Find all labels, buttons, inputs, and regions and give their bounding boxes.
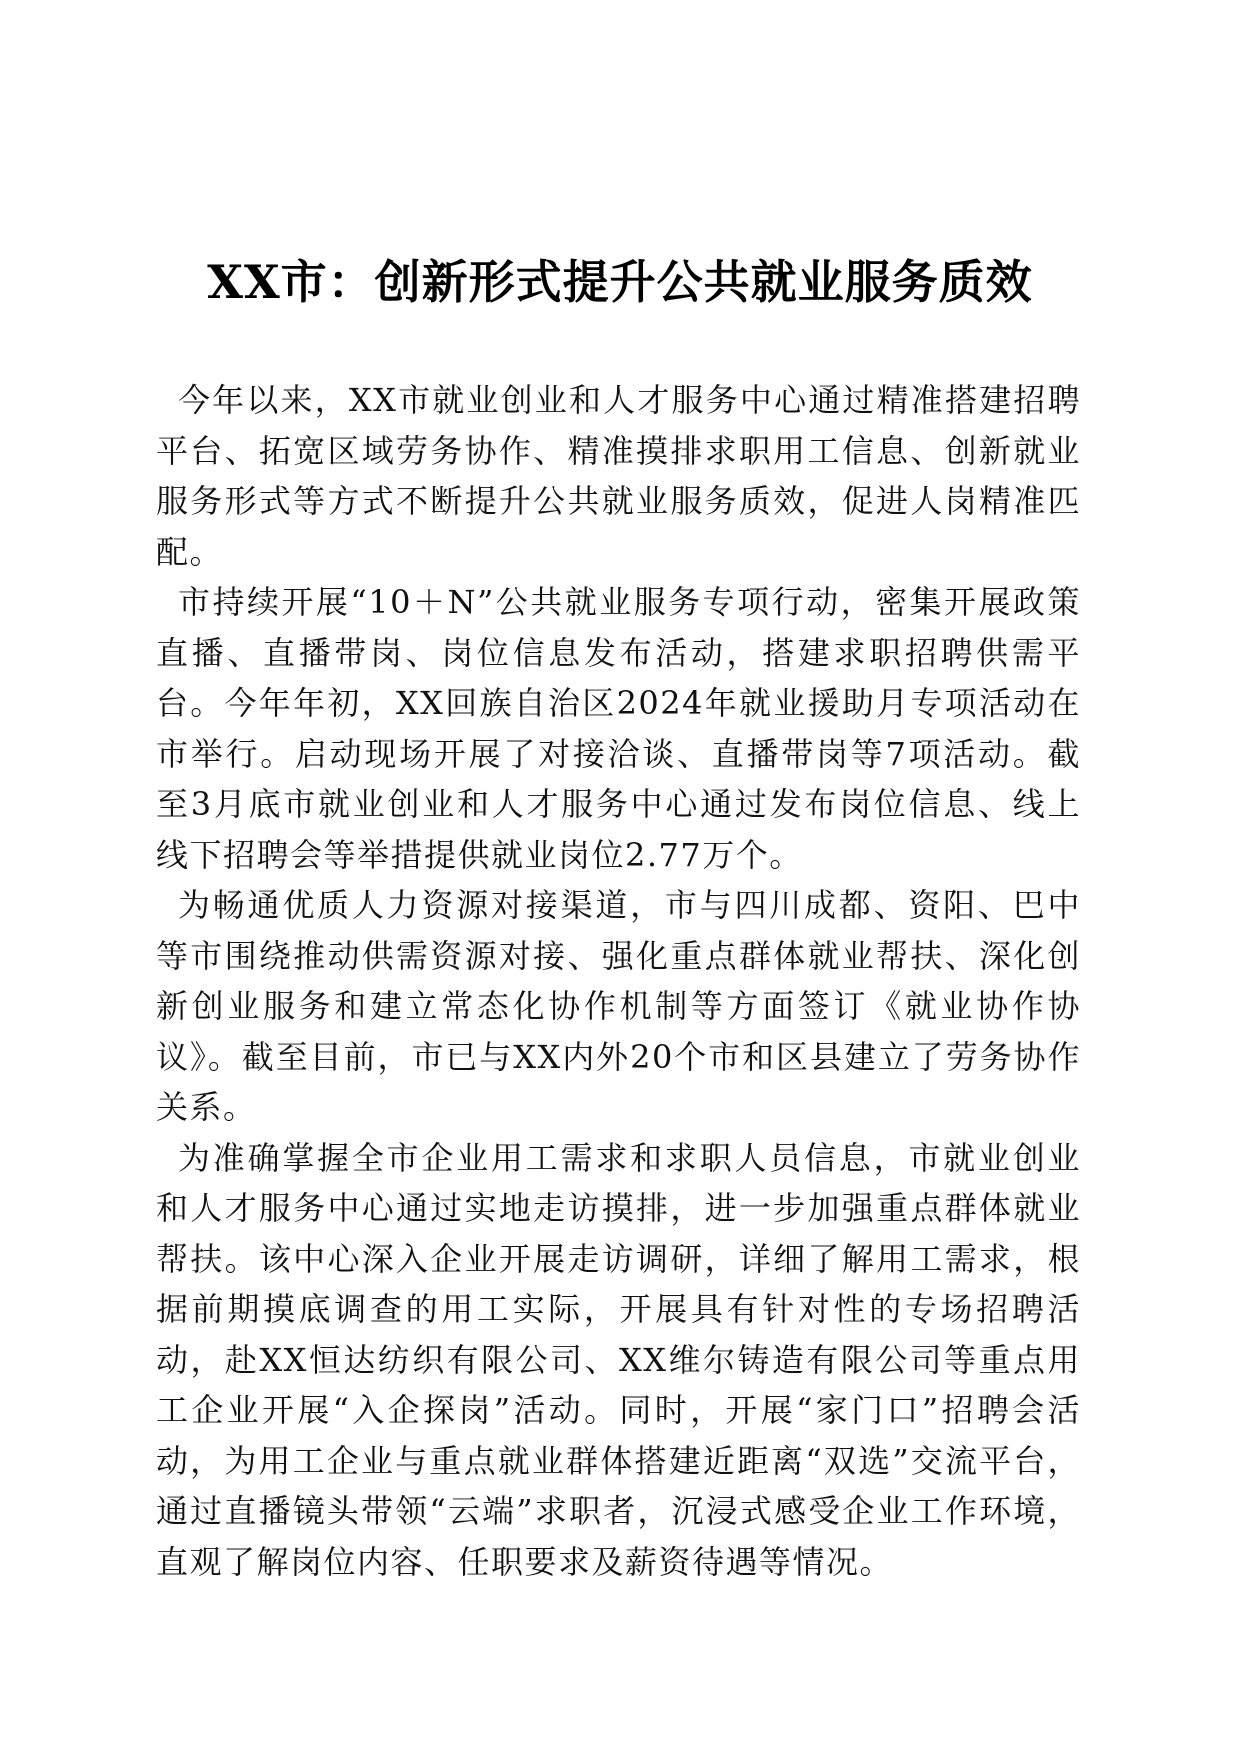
paragraph-4: 为准确掌握全市企业用工需求和求职人员信息，市就业创业和人才服务中心通过实地走访摸排，进一步加强重点群体就业帮扶。该中心深入企业开展走访调研，详细了解用工需求，根据前期摸底调查的用工实际，开展具有针对性的专场招聘活动，赴XX恒达纺织有限公司、XX维尔铸造有限公司等重点用工企业开展“入企探岗”活动。同时，开展“家门口”招聘会活动，为用工企业与重点就业群体搭建近距离“双选”交流平台，通过直播镜头带领“云端”求职者，沉浸式感受企业工作环境，直观了解岗位内容、任职要求及薪资待遇等情况。	[156, 1138, 1081, 1581]
document-body	[156, 375, 1081, 1587]
paragraph-2: 市持续开展“10＋N”公共就业服务专项行动，密集开展政策直播、直播带岗、岗位信息发布活动，搭建求职招聘供需平台。今年年初，XX回族自治区2024年就业援助月专项活动在市举行。启动现场开展了对接洽谈、直播带岗等7项活动。截至3月底市就业创业和人才服务中心通过发布岗位信息、线上线下招聘会等举措提供就业岗位2.77万个。	[156, 583, 1081, 874]
paragraph-3: 为畅通优质人力资源对接渠道，市与四川成都、资阳、巴中等市围绕推动供需资源对接、强化重点群体就业帮扶、深化创新创业服务和建立常态化协作机制等方面签订《就业协作协议》。截至目前，市已与XX内外20个市和区县建立了劳务协作关系。	[156, 886, 1081, 1126]
paragraph-1: 今年以来，XX市就业创业和人才服务中心通过精准搭建招聘平台、拓宽区域劳务协作、精准摸排求职用工信息、创新就业服务形式等方式不断提升公共就业服务质效，促进人岗精准匹配。	[156, 381, 1081, 571]
document-title: XX市：创新形式提升公共就业服务质效	[207, 255, 1033, 309]
